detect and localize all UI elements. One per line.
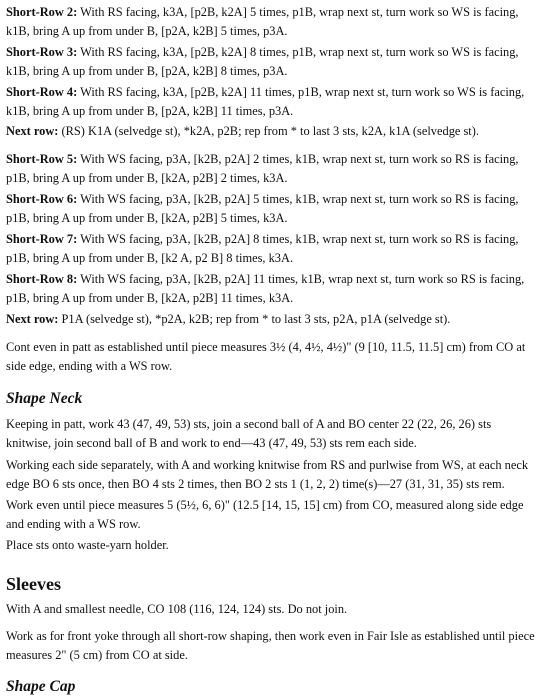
row-label: Short-Row 4: <box>6 85 78 99</box>
heading-sleeves: Sleeves <box>6 574 61 594</box>
row-text: With WS facing, p3A, [k2B, p2A] 11 times, k1B, wrap next st, turn work so RS is facing, p1B, bring A up from under B, [k2A, p2B] 11 times, k3A. <box>6 272 525 305</box>
row-text: With RS facing, k3A, [p2B, k2A] 5 times, p1B, wrap next st, turn work so WS is facing, k1B, bring A up from under B, [p2A, k2B] 5 times, p3A. <box>6 5 519 38</box>
instruction-continue-even <box>6 338 536 376</box>
instruction-next-row-rs <box>6 122 536 141</box>
instruction-short-row-6 <box>6 190 536 228</box>
heading-shape-cap: Shape Cap <box>6 678 76 695</box>
row-text: (RS) K1A (selvedge st), *k2A, p2B; rep from * to last 3 sts, k2A, k1A (selvedge st). <box>58 124 479 138</box>
shape-neck-paragraph-3: Work even until piece measures 5 (5½, 6, 6)" (12.5 [14, 15, 15] cm) from CO, measured along side edge and ending with a WS row. <box>6 498 524 531</box>
instruction-short-row-4 <box>6 83 536 121</box>
row-label: Short-Row 2: <box>6 5 78 19</box>
row-label: Next row: <box>6 312 59 326</box>
row-label: Short-Row 5: <box>6 152 78 166</box>
row-text: With WS facing, p3A, [k2B, p2A] 2 times, k1B, wrap next st, turn work so RS is facing, p1B, bring A up from under B, [k2A, p2B] 2 times, k3A. <box>6 152 519 185</box>
row-text: Cont even in patt as established until piece measures 3½ (4, 4½, 4½)" (9 [10, 11.5, 11.5] cm) from CO at side edge, ending with a WS row. <box>6 340 526 373</box>
row-label: Short-Row 3: <box>6 45 78 59</box>
shape-neck-paragraph-4: Place sts onto waste-yarn holder. <box>6 538 169 552</box>
row-label: Short-Row 8: <box>6 272 78 286</box>
heading-shape-neck: Shape Neck <box>6 390 83 407</box>
row-text: With WS facing, p3A, [k2B, p2A] 8 times, k1B, wrap next st, turn work so RS is facing, p1B, bring A up from under B, [k2 A, p2 B] 8 times, k3A. <box>6 232 519 265</box>
row-label: Next row: <box>6 124 59 138</box>
row-label: Short-Row 6: <box>6 192 78 206</box>
row-label: Short-Row 7: <box>6 232 78 246</box>
sleeves-paragraph-2: Work as for front yoke through all short-row shaping, then work even in Fair Isle as established until piece measures 2" (5 cm) from CO at side. <box>6 629 535 662</box>
row-text: With RS facing, k3A, [p2B, k2A] 8 times, p1B, wrap next st, turn work so WS is facing, k1B, bring A up from under B, [p2A, k2B] 8 times, p3A. <box>6 45 519 78</box>
instruction-short-row-5 <box>6 150 536 188</box>
row-text: With RS facing, k3A, [p2B, k2A] 11 times, p1B, wrap next st, turn work so WS is facing, k1B, bring A up from under B, [p2A, k2B] 11 times, p3A. <box>6 85 525 118</box>
shape-neck-paragraph-1: Keeping in patt, work 43 (47, 49, 53) sts, join a second ball of A and BO center 22 (22, 26, 26) sts knitwise, join second ball of B and work to end—43 (47, 49, 53) sts rem each side. <box>6 417 492 450</box>
instruction-short-row-3 <box>6 43 536 81</box>
row-text: With WS facing, p3A, [k2B, p2A] 5 times, k1B, wrap next st, turn work so RS is facing, p1B, bring A up from under B, [k2A, p2B] 5 times, k3A. <box>6 192 519 225</box>
instruction-short-row-2 <box>6 3 536 41</box>
row-text: P1A (selvedge st), *p2A, k2B; rep from * to last 3 sts, p2A, p1A (selvedge st). <box>58 312 451 326</box>
instruction-short-row-8 <box>6 270 536 308</box>
instruction-next-row-ws <box>6 310 536 329</box>
shape-neck-paragraph-2: Working each side separately, with A and working knitwise from RS and purlwise from WS, at each neck edge BO 6 sts once, then BO 4 sts 2 times, then BO 2 sts 1 (1, 2, 2) time(s)—27 (31, 31, 35) sts rem. <box>6 458 529 491</box>
sleeves-paragraph-1: With A and smallest needle, CO 108 (116, 124, 124) sts. Do not join. <box>6 602 348 616</box>
instruction-short-row-7 <box>6 230 536 268</box>
